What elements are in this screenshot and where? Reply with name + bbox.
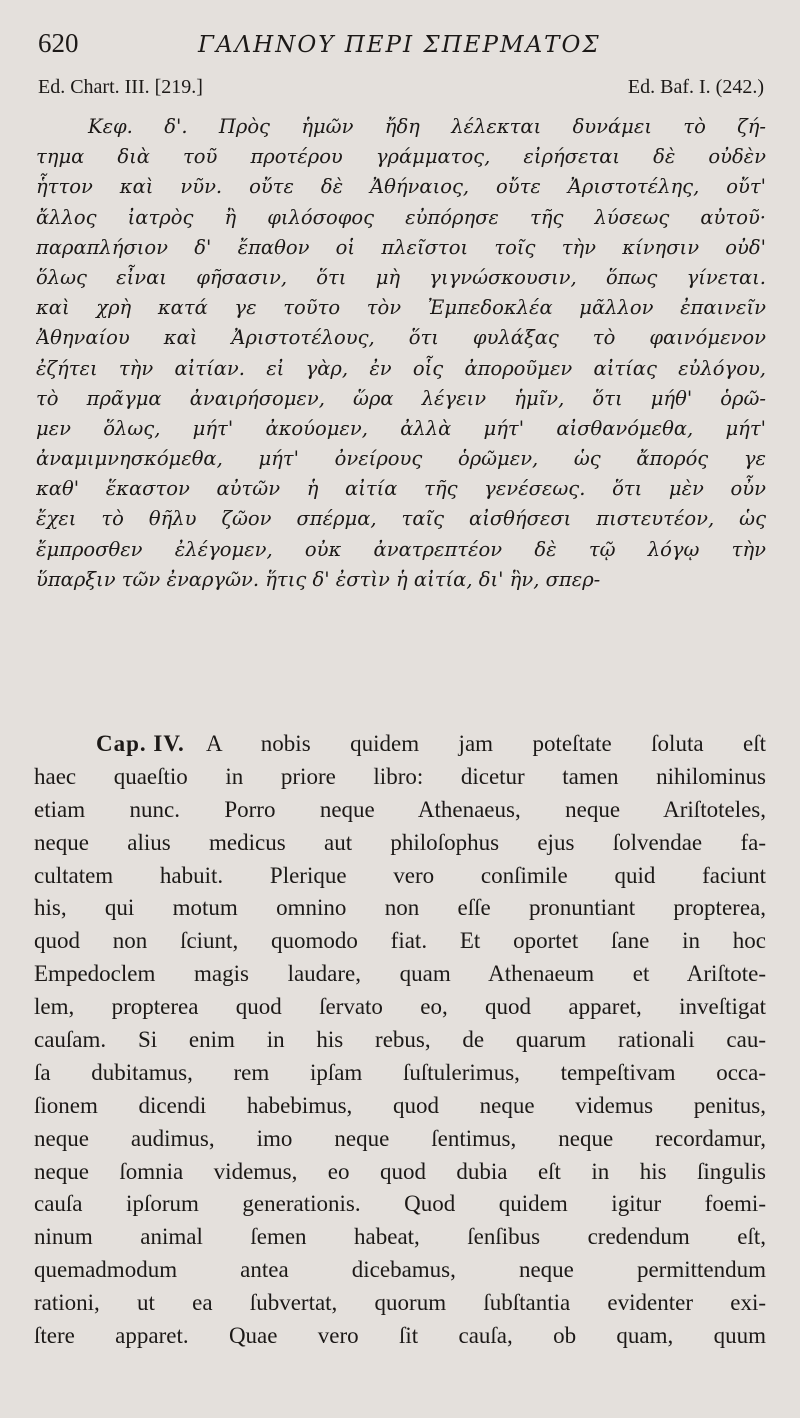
latin-text-line: lem, propterea quod ſervato eo, quod apparet, inveſtigat	[34, 994, 766, 1020]
edition-references	[38, 76, 764, 104]
latin-text-line: quemadmodum antea dicebamus, neque permittendum	[34, 1257, 766, 1283]
greek-text-line: ὕπαρξιν τῶν ἐναργῶν. ἥτις δ' ἐστὶν ἡ αἰτία, δι' ἣν, σπερ-	[36, 567, 601, 591]
latin-text-line: cauſa ipſorum generationis. Quod quidem igitur foemi-	[34, 1191, 766, 1217]
latin-text-line: his, qui motum omnino non eſſe pronuntiant propterea,	[34, 895, 766, 921]
latin-text-line: ninum animal ſemen habeat, ſenſibus credendum eſt,	[34, 1224, 766, 1250]
greek-text-line: Κεφ. δ'. Πρὸς ἡμῶν ἤδη λέλεκται δυνάμει τὸ ζή-	[88, 115, 766, 138]
latin-text-line	[34, 728, 766, 761]
greek-text-line: ἄλλος ἰατρὸς ἢ φιλόσοφος εὐπόρησε τῆς λύσεως αὐτοῦ·	[36, 205, 766, 229]
greek-text-line: παραπλήσιον δ' ἔπαθον οἱ πλεῖστοι τοῖς τὴν κίνησιν οὐδ'	[36, 235, 766, 259]
latin-text-line: quod non ſciunt, quomodo fiat. Et oportet ſane in hoc	[34, 928, 766, 954]
edition-ref-chartier: Ed. Chart. III. [219.]	[38, 76, 203, 98]
latin-text-line: Empedoclem magis laudare, quam Athenaeum et Ariſtote-	[34, 961, 766, 987]
latin-text-line: ſtere apparet. Quae vero ſit cauſa, ob quam, quum	[34, 1323, 766, 1349]
latin-text-line: neque audimus, imo neque ſentimus, neque recordamur,	[34, 1125, 766, 1151]
page-header	[38, 28, 762, 68]
greek-text-line: Ἀθηναίου καὶ Ἀριστοτέλους, ὅτι φυλάξας τὸ φαινόμενον	[36, 326, 766, 350]
greek-text-line: ὅλως εἶναι φῆσασιν, ὅτι μὴ γιγνώσκουσιν, ὅπως γίνεται.	[36, 265, 766, 289]
greek-text-line: ἧττον καὶ νῦν. οὔτε δὲ Ἀθήναιος, οὔτε Ἀριστοτέλης, οὔτ'	[36, 175, 766, 199]
greek-text-block	[36, 112, 766, 595]
page-number: 620	[38, 28, 79, 58]
latin-text-line: neque ſomnia videmus, eo quod dubia eſt in his ſingulis	[34, 1158, 766, 1184]
latin-text-block	[34, 728, 766, 1353]
latin-text-line: neque alius medicus aut philoſophus ejus ſolvendae fa-	[34, 829, 766, 855]
latin-text-line: rationi, ut ea ſubvertat, quorum ſubſtantia evidenter exi-	[34, 1290, 766, 1316]
chapter-heading: Cap. IV.	[96, 731, 185, 756]
latin-text-line: ſa dubitamus, rem ipſam ſuſtulerimus, tempeſtivam occa-	[34, 1059, 766, 1085]
greek-text-line: καὶ χρὴ κατά γε τοῦτο τὸν Ἐμπεδοκλέα μᾶλλον ἐπαινεῖν	[36, 296, 766, 320]
latin-line-text: A nobis quidem jam poteſtate ſoluta eſt	[206, 731, 766, 756]
greek-text-line: καθ' ἕκαστον αὐτῶν ἡ αἰτία τῆς γενέσεως. ὅτι μὲν οὖν	[36, 477, 766, 501]
greek-text-line: τὸ πρᾶγμα ἀναιρήσομεν, ὥρα λέγειν ἡμῖν, ὅτι μήθ' ὁρῶ-	[36, 386, 766, 410]
latin-text-line: etiam nunc. Porro neque Athenaeus, neque Ariſtoteles,	[34, 796, 766, 822]
latin-text-line: cultatem habuit. Plerique vero conſimile quid faciunt	[34, 862, 766, 888]
running-title: ΓΑΛΗΝΟΥ ΠΕΡΙ ΣΠΕΡΜΑΤΟΣ	[198, 32, 601, 58]
greek-text-line: ἀναμιμνησκόμεθα, μήτ' ὀνείρους ὁρῶμεν, ὡς ἄπορός γε	[36, 447, 766, 471]
greek-text-line: μεν ὅλως, μήτ' ἀκούομεν, ἀλλὰ μήτ' αἰσθανόμεθα, μήτ'	[36, 416, 766, 440]
latin-text-line: ſionem dicendi habebimus, quod neque videmus penitus,	[34, 1092, 766, 1118]
greek-text-line: ἐζήτει τὴν αἰτίαν. εἰ γὰρ, ἐν οἷς ἀποροῦμεν αἰτίας εὐλόγου,	[36, 356, 766, 380]
greek-text-line: ἔμπροσθεν ἐλέγομεν, οὐκ ἀνατρεπτέον δὲ τῷ λόγῳ τὴν	[36, 537, 766, 561]
latin-text-line: haec quaeſtio in priore libro: dicetur tamen nihilominus	[34, 763, 766, 789]
edition-ref-basel: Ed. Baf. I. (242.)	[627, 76, 764, 98]
greek-text-line: ἔχει τὸ θῆλυ ζῶον σπέρμα, ταῖς αἰσθήσεσι πιστευτέον, ὡς	[36, 507, 766, 531]
greek-text-line: τημα διὰ τοῦ προτέρου γράμματος, εἰρήσεται δὲ οὐδὲν	[36, 145, 766, 169]
latin-text-line: cauſam. Si enim in his rebus, de quarum rationali cau-	[34, 1027, 766, 1053]
